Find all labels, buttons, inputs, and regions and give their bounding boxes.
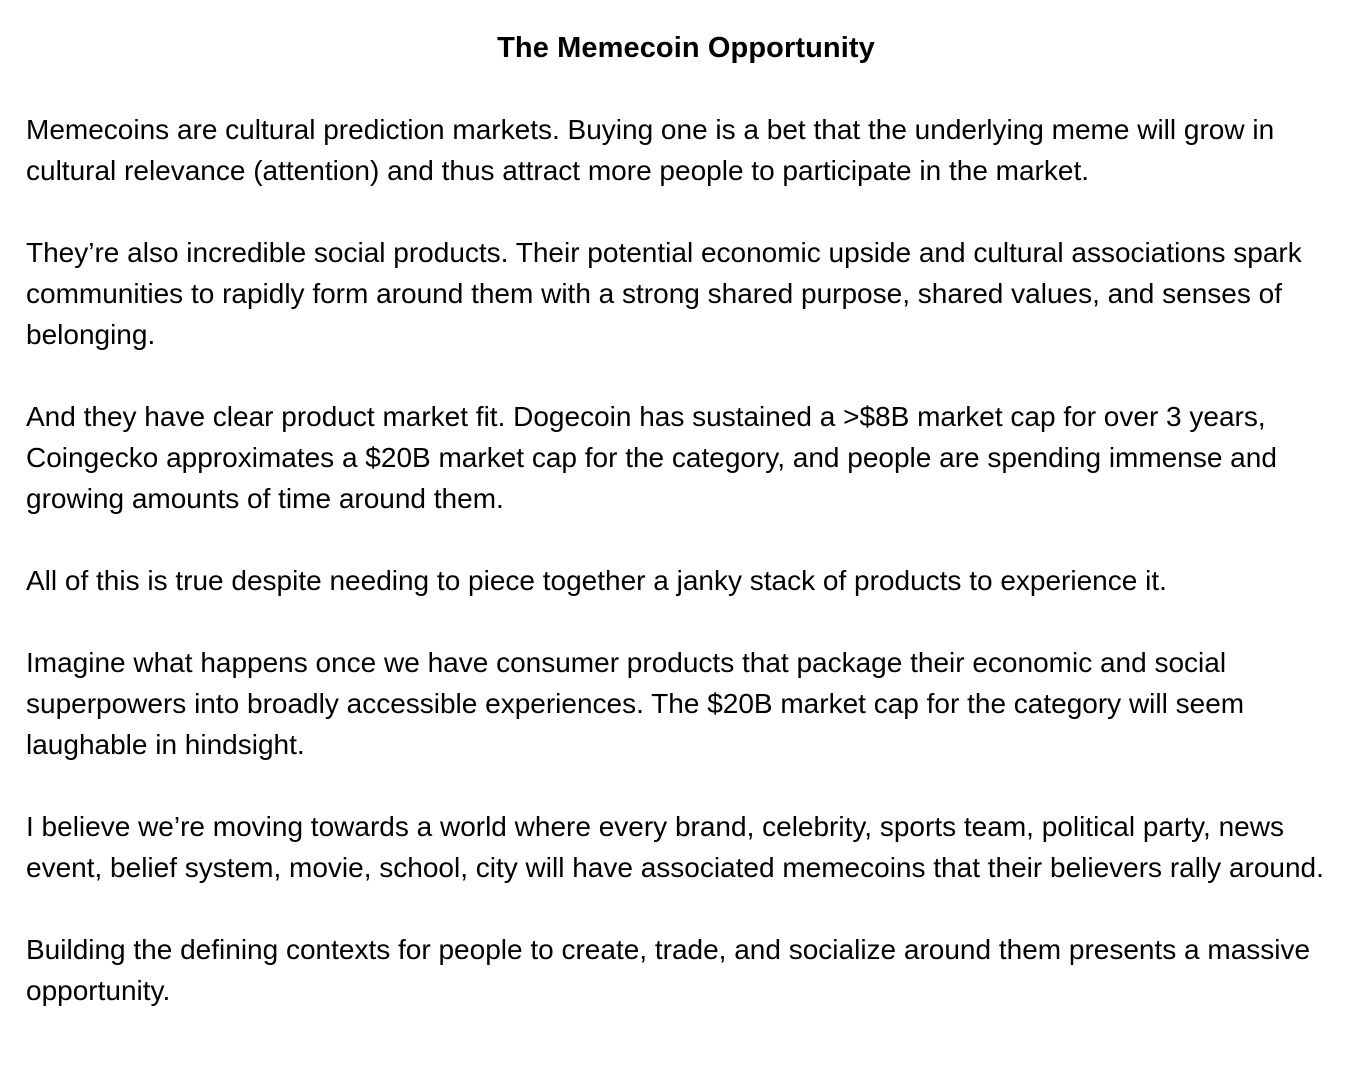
paragraph-future-world: I believe we’re moving towards a world where every brand, celebrity, sports team, political party, news event, belief system, movie, school, city will have associated memecoins that their believers rally around.: [26, 811, 1324, 883]
document-title: The Memecoin Opportunity: [497, 32, 875, 64]
paragraph-social-products: They’re also incredible social products. Their potential economic upside and cultural associations spark communities to rapidly form around them with a strong shared purpose, shared values, and senses of belonging.: [26, 237, 1302, 350]
paragraph-opportunity: Building the defining contexts for people to create, trade, and socialize around them presents a massive opportunity.: [26, 934, 1311, 1006]
paragraph-product-market-fit: And they have clear product market fit. Dogecoin has sustained a >$8B market cap for over 3 years, Coingecko approximates a $20B market cap for the category, and people are spending immense and growing amounts of time around them.: [26, 401, 1277, 514]
paragraph-prediction-markets: Memecoins are cultural prediction markets. Buying one is a bet that the underlying meme will grow in cultural relevance (attention) and thus attract more people to participate in the market.: [26, 114, 1275, 186]
paragraph-janky-stack: All of this is true despite needing to piece together a janky stack of products to experience it.: [26, 565, 1167, 596]
document-body: [26, 109, 1346, 1011]
paragraph-consumer-products: Imagine what happens once we have consumer products that package their economic and social superpowers into broadly accessible experiences. The $20B market cap for the category will seem laughable in hindsight.: [26, 647, 1245, 760]
